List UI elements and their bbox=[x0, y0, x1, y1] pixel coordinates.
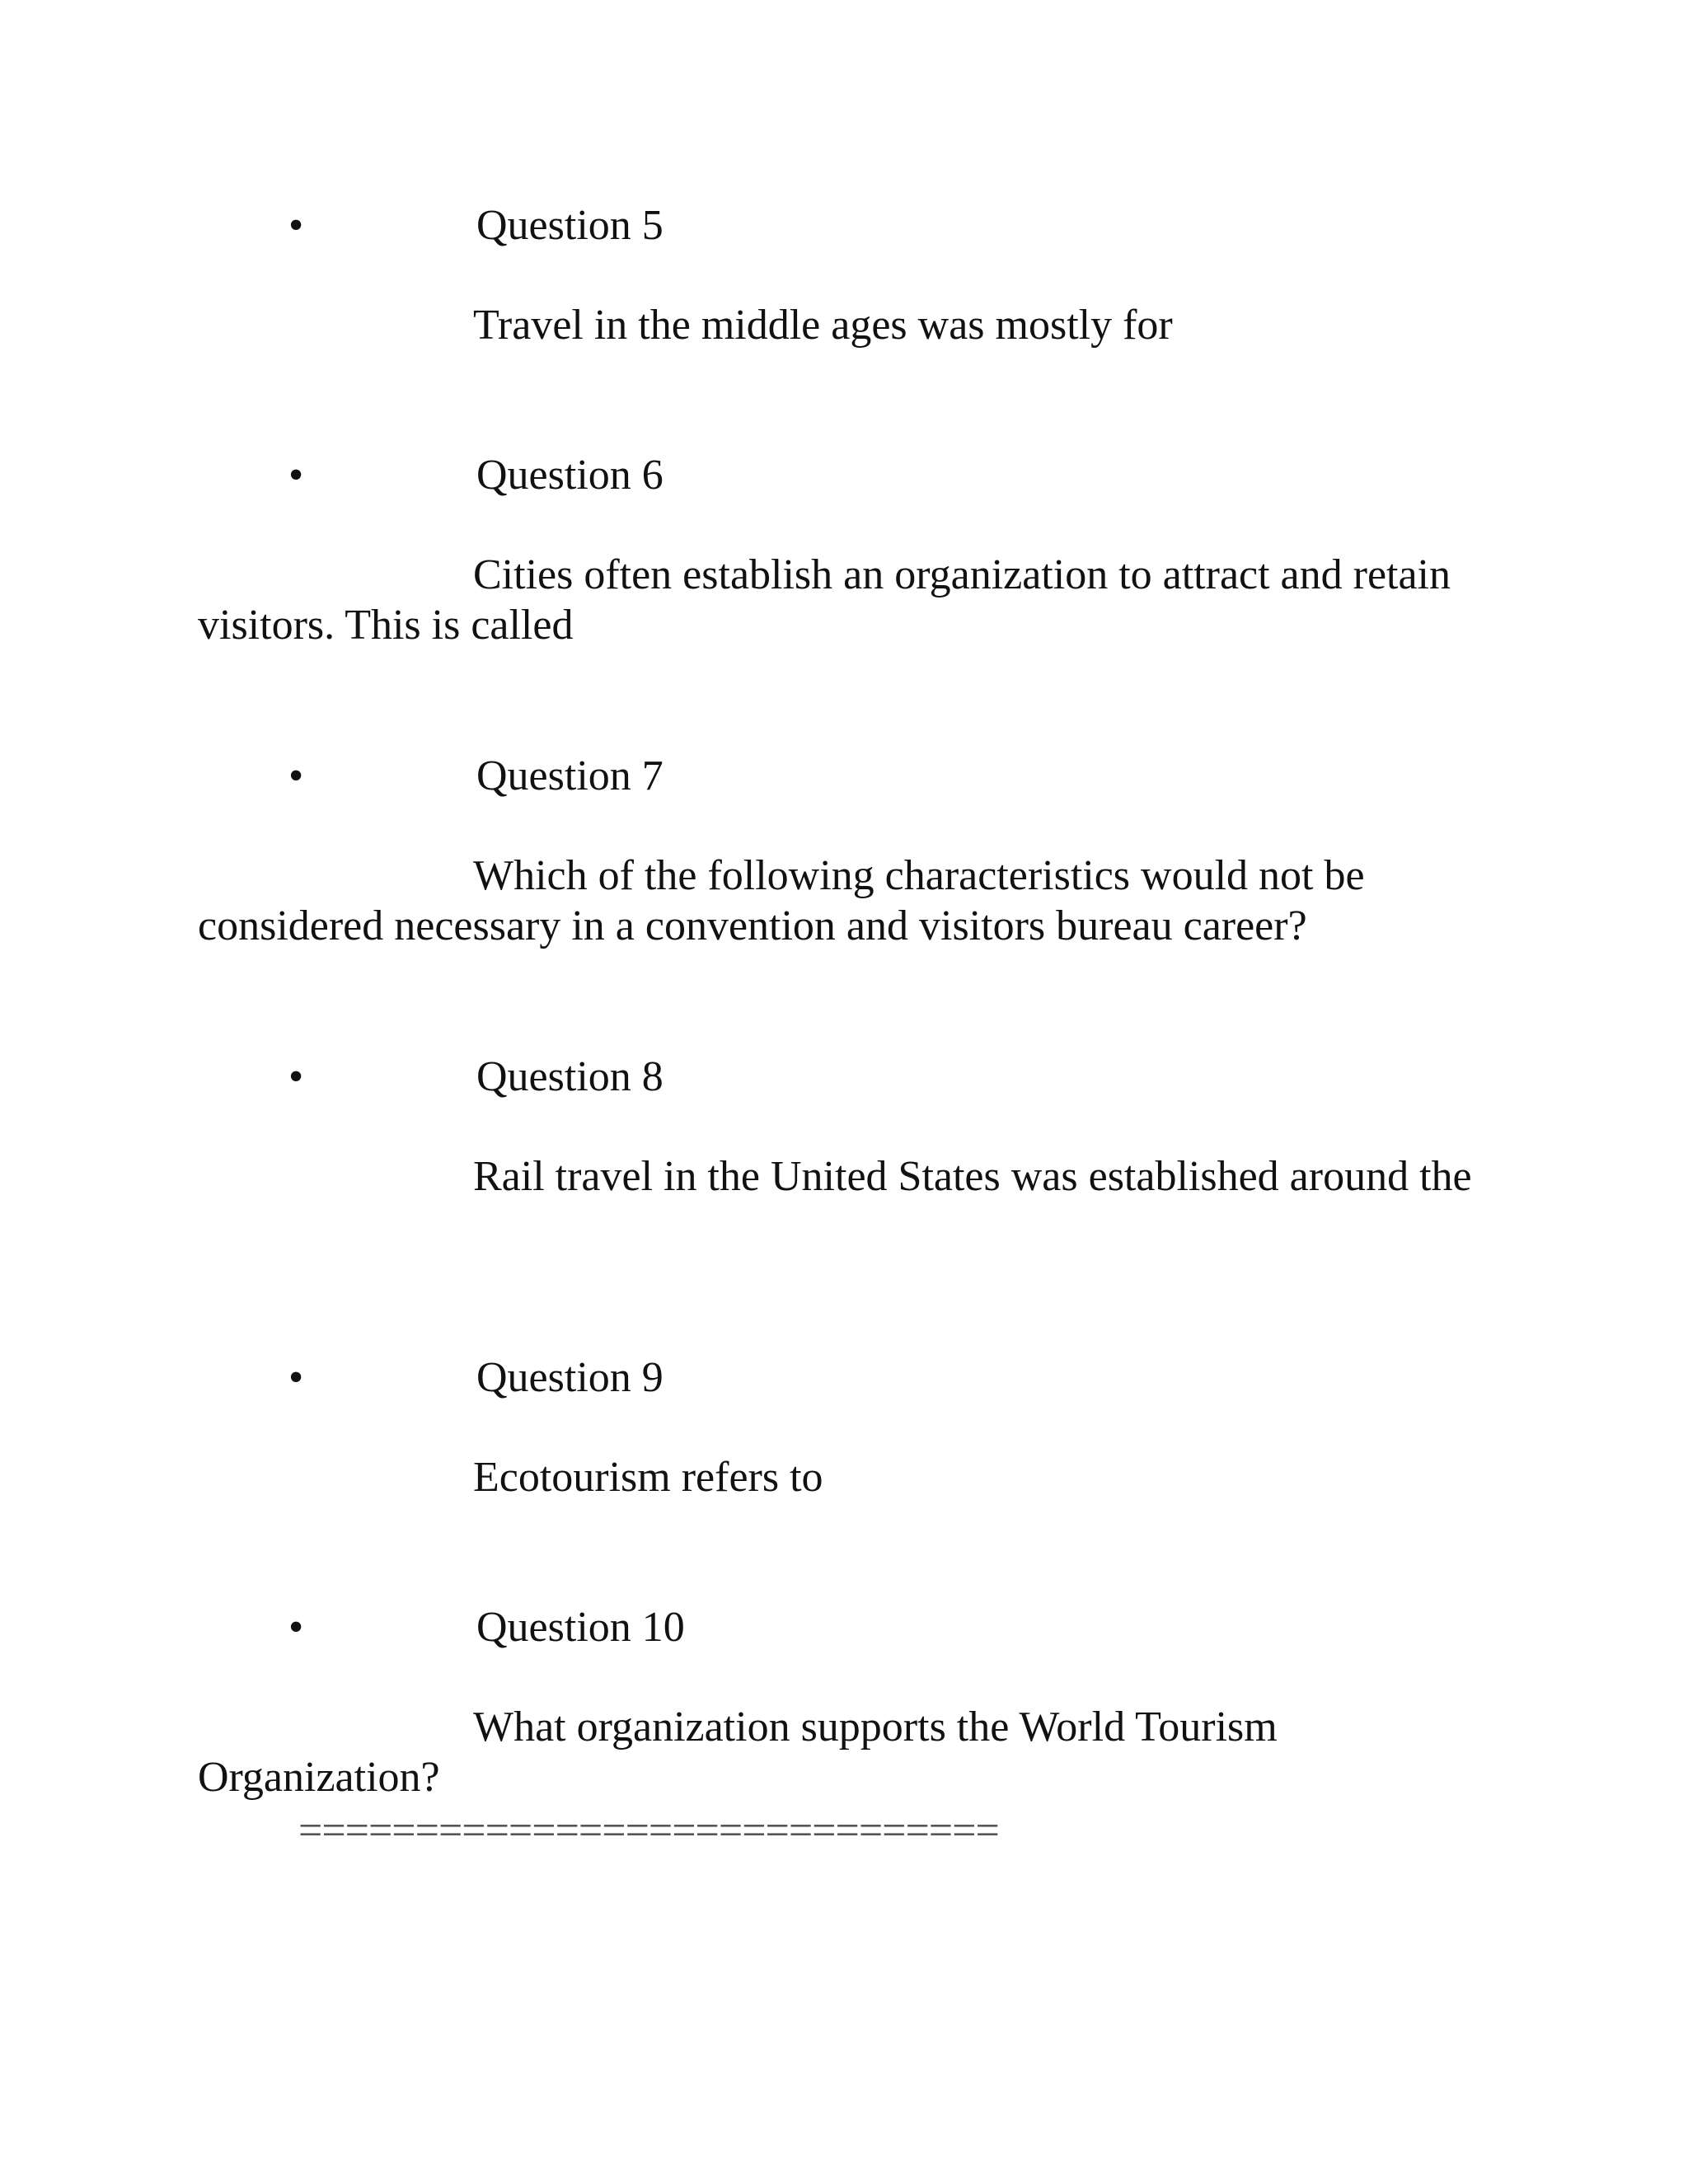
question-text: Rail travel in the United States was established around the bbox=[473, 1153, 1472, 1200]
question-text: Travel in the middle ages was mostly for bbox=[473, 302, 1173, 349]
separator-line: ============================== bbox=[298, 1807, 999, 1854]
question-text: What organization supports the World Tourism Organization? bbox=[198, 1704, 1278, 1801]
question-label: Question 6 bbox=[476, 452, 663, 499]
question-text: Which of the following characteristics would not be considered necessary in a convention and visitors bureau career? bbox=[198, 852, 1365, 949]
bullet: • bbox=[288, 1053, 304, 1100]
question-label: Question 7 bbox=[476, 752, 663, 799]
question-label: Question 9 bbox=[476, 1354, 663, 1401]
question-label: Question 8 bbox=[476, 1053, 663, 1100]
bullet: • bbox=[288, 452, 304, 499]
bullet: • bbox=[288, 752, 304, 799]
question-text: Cities often establish an organization to attract and retain visitors. This is called bbox=[198, 551, 1451, 649]
bullet: • bbox=[288, 202, 304, 249]
question-label: Question 10 bbox=[476, 1604, 685, 1651]
question-text: Ecotourism refers to bbox=[473, 1454, 823, 1501]
bullet: • bbox=[288, 1354, 304, 1401]
bullet: • bbox=[288, 1604, 304, 1651]
question-label: Question 5 bbox=[476, 202, 663, 249]
